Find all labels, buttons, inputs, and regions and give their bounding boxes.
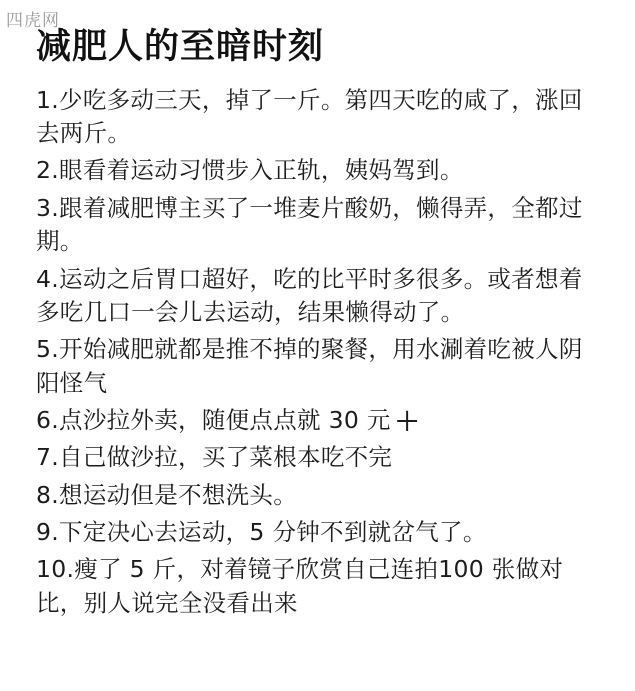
- list-item: 7.自己做沙拉，买了菜根本吃不完: [36, 443, 393, 472]
- list-item: 10.瘦了 5 斤，对着镜子欣赏自己连拍100 张做对比，别人说完全没看出来: [36, 555, 564, 617]
- list-item: 4.运动之后胃口超好，吃的比平时多很多。或者想着多吃几口一会儿去运动，结果懒得动了。: [36, 264, 583, 326]
- page-title: 减肥人的至暗时刻: [36, 27, 325, 67]
- list-item-with-plus: [36, 404, 605, 437]
- list-item: 2.眼看着运动习惯步入正轨，姨妈驾到。: [36, 156, 464, 185]
- text-body: [36, 84, 605, 620]
- list-item: 8.想运动但是不想洗头。: [36, 480, 298, 509]
- list-item: 9.下定决心去运动，5 分钟不到就岔气了。: [36, 518, 487, 547]
- list-item: 1.少吃多动三天，掉了一斤。第四天吃的咸了，涨回去两斤。: [36, 85, 583, 148]
- plus-icon: ＋: [394, 406, 420, 436]
- list-item: 3.跟着减肥博主买了一堆麦片酸奶，懒得弄，全都过期。: [36, 193, 583, 256]
- watermark-label: 四虎网: [6, 11, 60, 31]
- list-item-text: 6.点沙拉外卖，随便点点就 30 元: [36, 405, 391, 434]
- list-item: 5.开始减肥就都是推不掉的聚餐，用水涮着吃被人阴阳怪气: [36, 335, 583, 397]
